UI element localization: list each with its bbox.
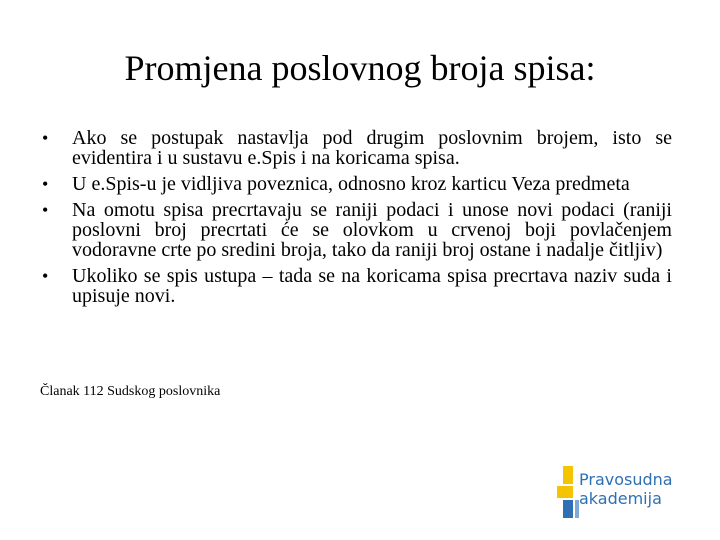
- bullet-text: Ukoliko se spis ustupa – tada se na koricama spisa precrtava naziv suda i upisuje novi.: [72, 265, 672, 307]
- bullet-item: [40, 128, 672, 168]
- logo-line-2: akademija: [579, 489, 662, 508]
- pravosudna-akademija-logo: [557, 466, 707, 522]
- bullet-dot: •: [42, 174, 49, 194]
- bullet-text: Na omotu spisa precrtavaju se raniji podaci i unose novi podaci (raniji poslovni broj precrtati će se olovkom u crvenoj boji povlačenjem vodoravne crte po sredini broja, tako da raniji broj ostane i nadalje čitljiv): [72, 199, 672, 261]
- bullet-text: U e.Spis-u je vidljiva poveznica, odnosno kroz karticu Veza predmeta: [72, 173, 630, 195]
- bullet-list: [40, 128, 672, 312]
- logo-mark-icon: [557, 466, 579, 520]
- bullet-dot: •: [42, 128, 49, 148]
- logo-yellow-block: [563, 466, 573, 484]
- logo-yellow-block: [557, 486, 573, 498]
- bullet-item: [40, 266, 672, 306]
- logo-text: [579, 470, 673, 508]
- bullet-item: [40, 200, 672, 260]
- bullet-dot: •: [42, 266, 49, 286]
- logo-blue-block: [563, 500, 573, 518]
- logo-line-1: Pravosudna: [579, 470, 673, 489]
- bullet-text: Ako se postupak nastavlja pod drugim poslovnim brojem, isto se evidentira i u sustavu e.Spis i na koricama spisa.: [72, 127, 672, 169]
- bullet-dot: •: [42, 200, 49, 220]
- footnote: Članak 112 Sudskog poslovnika: [40, 384, 221, 399]
- slide-title: Promjena poslovnog broja spisa:: [124, 48, 596, 88]
- bullet-item: [40, 174, 672, 194]
